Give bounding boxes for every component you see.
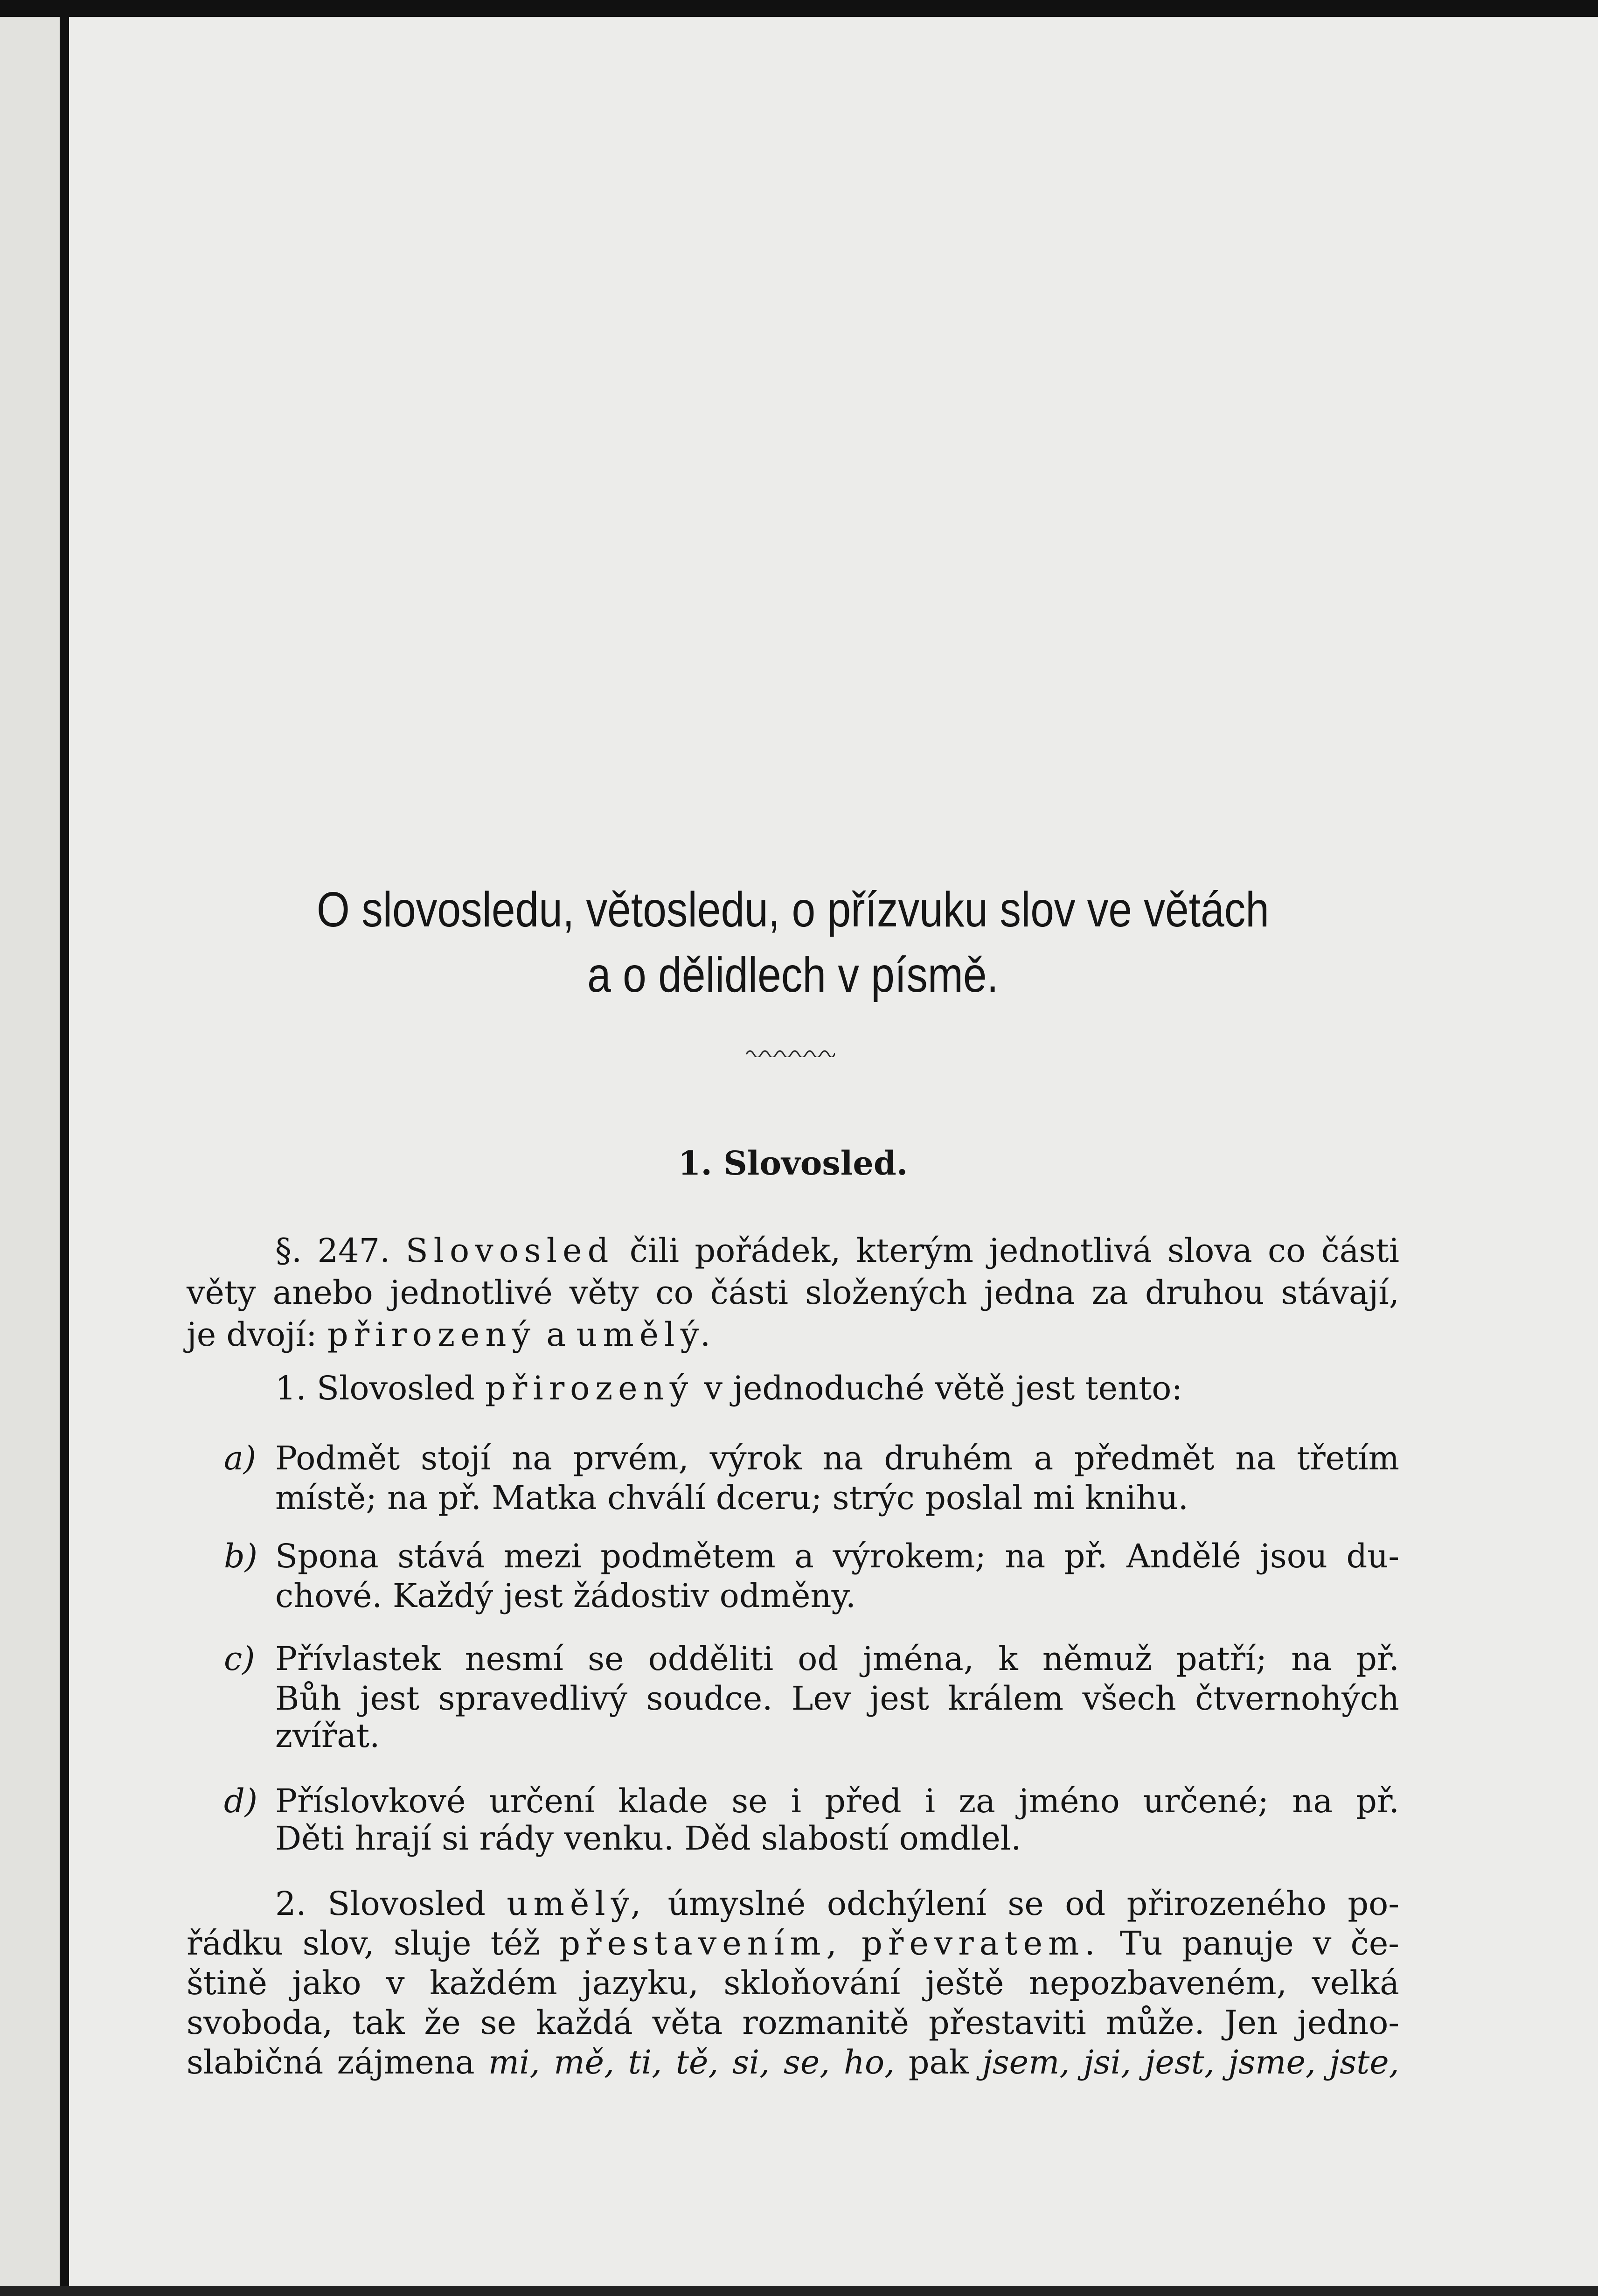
page-content bbox=[187, 0, 1399, 2296]
point-2-line-5 bbox=[187, 2043, 1399, 2081]
ornament-wave-icon bbox=[746, 1046, 835, 1057]
item-label-c: c) bbox=[224, 1640, 255, 1678]
item-b-line-1: Spona stává mezi podmětem a výrokem; na př. Andělé jsou du- bbox=[275, 1537, 1399, 1575]
paragraph-text: a bbox=[546, 1315, 566, 1354]
paragraph-247-line-2: věty anebo jednotlivé věty co části složených jedna za druhou stávají, bbox=[187, 1273, 1399, 1312]
scan-left-edge bbox=[60, 0, 69, 2296]
item-c-line-3: zvířat. bbox=[275, 1717, 380, 1755]
paragraph-number: §. 247. bbox=[275, 1231, 390, 1270]
paragraph-text: je dvojí: bbox=[187, 1315, 317, 1354]
paragraph-text: slabičná zájmena bbox=[187, 2043, 475, 2081]
item-b-line-2: chové. Každý jest žádostiv odměny. bbox=[275, 1577, 856, 1615]
item-c-line-1: Přívlastek nesmí se odděliti od jména, k němuž patří; na př. bbox=[275, 1640, 1399, 1678]
paragraph-text: 1. Slovosled bbox=[275, 1369, 475, 1407]
page-margin-strip bbox=[0, 0, 60, 2296]
term-umely: umělý. bbox=[576, 1315, 716, 1354]
paragraph-247-line-3 bbox=[187, 1315, 1399, 1354]
point-2-line-1 bbox=[275, 1885, 1399, 1923]
item-a-line-1: Podmět stojí na prvém, výrok na druhém a předmět na třetím bbox=[275, 1439, 1399, 1477]
term-slovosled: Slovosled bbox=[405, 1231, 614, 1270]
chapter-title bbox=[271, 877, 1314, 1008]
item-label-b: b) bbox=[224, 1537, 258, 1575]
item-d-line-1: Příslovkové určení klade se i před i za jméno určené; na př. bbox=[275, 1782, 1399, 1820]
term-prirozeny: přirozený bbox=[327, 1315, 536, 1354]
paragraph-text: Tu panuje v če- bbox=[1119, 1924, 1399, 1962]
paragraph-text: úmyslné odchýlení se od přirozeného po- bbox=[667, 1885, 1399, 1923]
point-1-line bbox=[275, 1369, 1399, 1407]
item-d-line-2: Děti hrají si rády venku. Děd slabostí omdlel. bbox=[275, 1819, 1021, 1858]
point-2-line-3: štině jako v každém jazyku, skloňování ještě nepozbaveném, velká bbox=[187, 1964, 1399, 2002]
paragraph-text: 2. Slovosled bbox=[275, 1885, 486, 1923]
item-a-line-2: místě; na př. Matka chválí dceru; strýc poslal mi knihu. bbox=[275, 1479, 1189, 1517]
term-prirozeny-2: přirozený bbox=[485, 1369, 694, 1407]
term-prestavenim: přestavením, bbox=[559, 1924, 842, 1962]
chapter-title-line-1: O slovosledu, větosledu, o přízvuku slov ve větách bbox=[316, 882, 1270, 937]
point-2-line-2 bbox=[187, 1924, 1399, 1962]
pronoun-list: mi, mě, ti, tě, si, se, ho, bbox=[488, 2043, 895, 2081]
paragraph-text: pak bbox=[908, 2043, 969, 2081]
item-label-d: d) bbox=[224, 1782, 258, 1820]
item-c-line-2: Bůh jest spravedlivý soudce. Lev jest králem všech čtvernohých bbox=[275, 1679, 1399, 1718]
paragraph-text: v jednoduché větě jest tento: bbox=[704, 1369, 1183, 1407]
term-prevratem: převratem. bbox=[862, 1924, 1101, 1962]
verb-list: jsem, jsi, jest, jsme, jste, bbox=[982, 2043, 1399, 2081]
point-2-line-4: svoboda, tak že se každá věta rozmanitě přestaviti může. Jen jedno- bbox=[187, 2004, 1399, 2042]
paragraph-text: čili pořádek, kterým jednotlivá slova co části bbox=[629, 1231, 1399, 1270]
paragraph-text: řádku slov, sluje též bbox=[187, 1924, 541, 1962]
chapter-title-line-2: a o dělidlech v písmě. bbox=[587, 947, 999, 1002]
item-label-a: a) bbox=[224, 1439, 257, 1477]
section-heading: 1. Slovosled. bbox=[678, 1144, 908, 1183]
term-umely-2: umělý, bbox=[507, 1885, 647, 1923]
paragraph-247-line-1 bbox=[275, 1231, 1399, 1270]
